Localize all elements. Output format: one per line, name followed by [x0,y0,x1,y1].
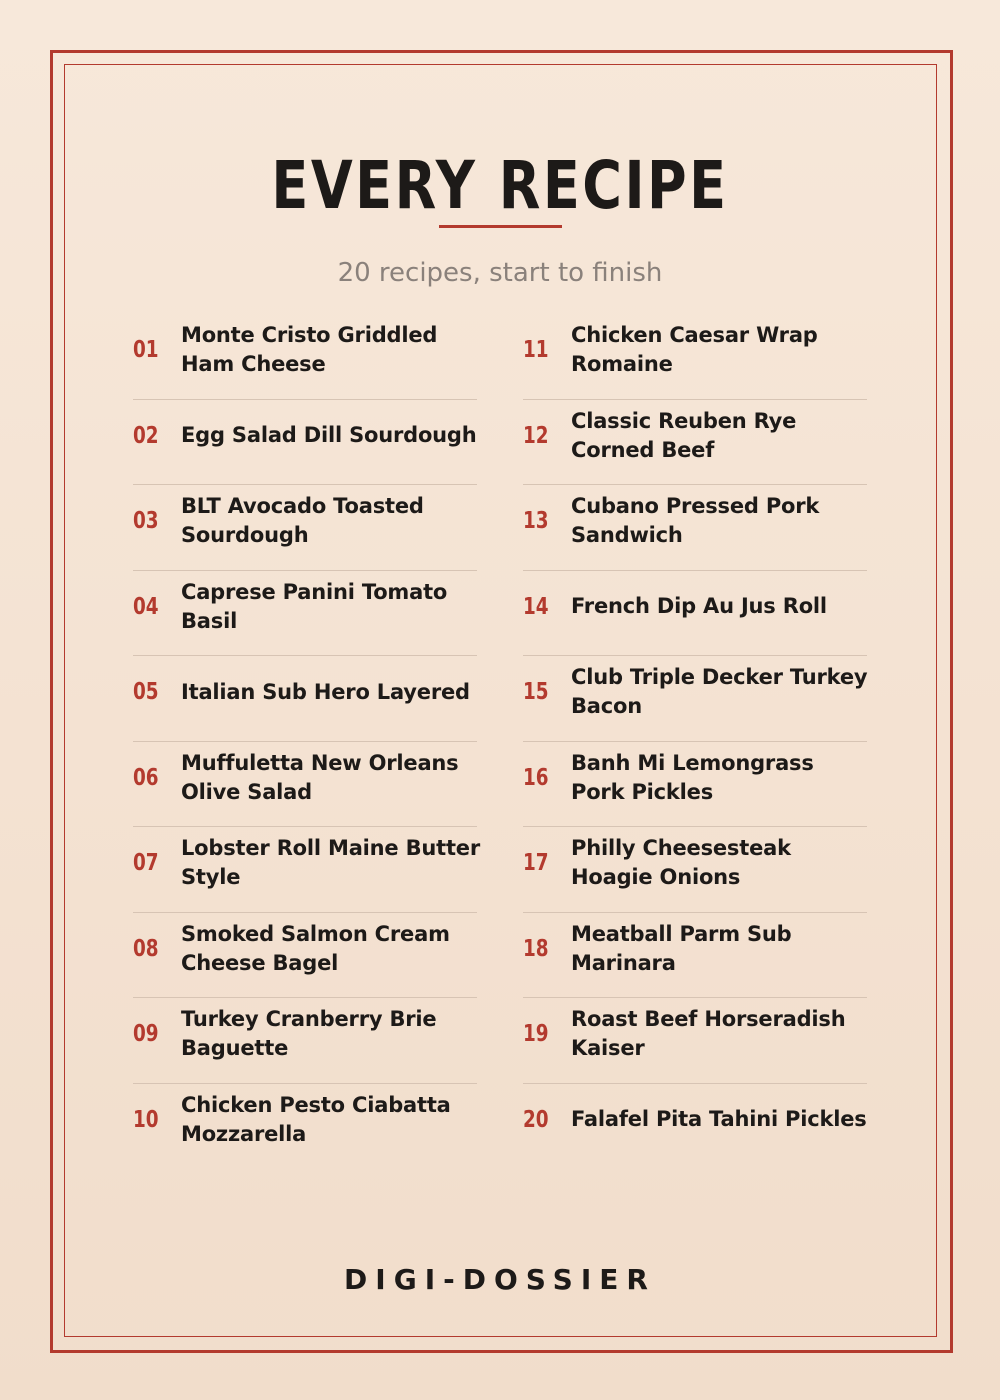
recipe-number: 10 [133,1106,159,1133]
recipe-number: 16 [523,764,549,791]
recipe-item-08 [133,913,477,999]
recipe-name: Roast Beef Horseradish Kaiser [571,1007,846,1060]
recipe-item-19 [523,998,867,1084]
recipe-item-01 [133,314,477,400]
recipe-item-18 [523,913,867,999]
recipe-name: Classic Reuben Rye Corned Beef [571,408,797,462]
recipe-name: Philly Cheesesteak Hoagie Onions [571,836,791,889]
recipe-item-05 [133,656,477,742]
recipe-item-07 [133,827,480,913]
recipe-number: 20 [523,1106,549,1133]
recipe-item-11 [523,314,867,400]
recipe-number: 09 [133,1021,159,1047]
recipe-number: 05 [133,679,159,705]
recipe-item-20 [523,1084,867,1170]
recipe-name: Meatball Parm Sub Marinara [571,921,792,975]
title-underline [439,225,562,228]
recipe-item-04 [133,571,477,657]
page-title: EVERY RECIPE [271,147,729,224]
recipe-name: Cubano Pressed Pork Sandwich [571,494,820,547]
recipe-name: Banh Mi Lemongrass Pork Pickles [571,750,814,804]
brand-footer: DIGI-DOSSIER [344,1263,656,1296]
recipe-number: 02 [133,422,159,449]
recipe-name: Chicken Caesar Wrap Romaine [571,323,818,376]
recipe-item-03 [133,485,477,571]
page-subtitle: 20 recipes, start to finish [337,258,663,288]
recipe-item-12 [523,400,867,486]
recipe-number: 18 [523,935,549,962]
recipe-item-13 [523,485,867,571]
recipe-number: 14 [523,593,549,620]
recipe-number: 07 [133,850,159,876]
recipe-name: Italian Sub Hero Layered [181,679,470,704]
recipe-number: 11 [523,337,549,363]
recipe-name: Monte Cristo Griddled Ham Cheese [181,323,438,376]
recipe-number: 08 [133,935,159,962]
recipe-number: 13 [523,508,549,534]
recipe-name: Smoked Salmon Cream Cheese Bagel [181,921,450,975]
recipe-number: 12 [523,422,549,449]
recipe-number: 15 [523,679,549,705]
recipe-name: Lobster Roll Maine Butter Style [181,836,480,889]
recipe-name: Club Triple Decker Turkey Bacon [571,665,868,718]
recipe-number: 06 [133,764,159,791]
recipe-item-14 [523,571,867,657]
recipe-name: Chicken Pesto Ciabatta Mozzarella [181,1092,451,1146]
recipe-item-17 [523,827,867,913]
recipe-item-16 [523,742,867,828]
recipe-number: 17 [523,850,549,876]
recipe-list-left [133,314,480,1169]
recipe-item-09 [133,998,477,1084]
recipe-name: Falafel Pita Tahini Pickles [571,1107,867,1131]
recipe-item-10 [133,1084,477,1170]
recipe-number: 03 [133,508,159,534]
recipe-list-right [523,314,867,1169]
recipe-item-06 [133,742,477,828]
recipe-name: Muffuletta New Orleans Olive Salad [181,750,459,804]
recipe-name: Caprese Panini Tomato Basil [181,579,448,633]
recipe-name: Turkey Cranberry Brie Baguette [181,1007,437,1060]
recipe-number: 04 [133,593,159,620]
recipe-number: 01 [133,337,159,363]
recipe-item-02 [133,400,477,486]
recipe-name: French Dip Au Jus Roll [571,594,827,618]
recipe-item-15 [523,656,867,742]
recipe-name: BLT Avocado Toasted Sourdough [181,494,424,547]
recipe-name: Egg Salad Dill Sourdough [181,423,477,447]
recipe-number: 19 [523,1021,549,1047]
